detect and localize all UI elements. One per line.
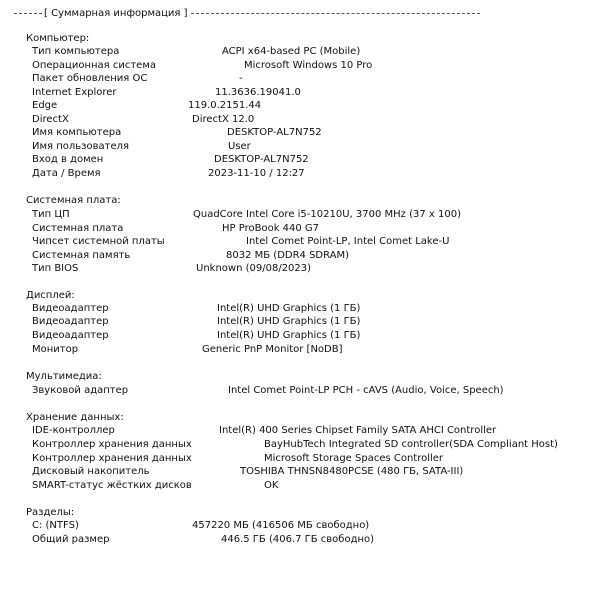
info-row [0, 466, 600, 478]
row-label: Тип BIOS [32, 263, 79, 274]
row-label: Дата / Время [32, 168, 101, 179]
info-row [0, 87, 600, 99]
info-row [0, 127, 600, 139]
info-row [0, 303, 600, 315]
info-row [0, 141, 600, 153]
row-value: DirectX 12.0 [192, 114, 255, 125]
row-value: TOSHIBA THNSN8480PCSE (480 ГБ, SATA-III) [240, 466, 464, 477]
row-value: ACPI x64-based PC (Mobile) [222, 46, 361, 57]
row-value: BayHubTech Integrated SD controller(SDA Compliant Host) [264, 439, 558, 450]
info-row [0, 263, 600, 275]
row-label: Дисковый накопитель [32, 466, 150, 477]
info-row [0, 60, 600, 72]
row-value: Microsoft Windows 10 Pro [244, 60, 373, 71]
row-label: Имя пользователя [32, 141, 130, 152]
row-value: DESKTOP-AL7N752 [227, 127, 322, 138]
row-label: Контроллер хранения данных [32, 439, 192, 450]
info-row [0, 223, 600, 235]
row-value: - [239, 73, 243, 84]
row-label: Видеоадаптер [32, 330, 109, 341]
summary-header [14, 6, 480, 20]
row-value: Generic PnP Monitor [NoDB] [202, 344, 343, 355]
info-row [0, 168, 600, 180]
section-title-partitions: Разделы: [26, 507, 75, 518]
header-rule-right [191, 13, 480, 14]
row-label: Звуковой адаптер [32, 385, 129, 396]
section-title-storage: Хранение данных: [26, 412, 124, 423]
row-label: DirectX [32, 114, 69, 125]
row-value: HP ProBook 440 G7 [222, 223, 320, 234]
section-title-computer: Компьютер: [26, 33, 90, 44]
row-label: Контроллер хранения данных [32, 453, 192, 464]
info-row [0, 385, 600, 397]
row-label: Общий размер [32, 534, 110, 545]
row-value: QuadCore Intel Core i5-10210U, 3700 MHz (37 x 100) [193, 209, 461, 220]
summary-header-title: [ Суммарная информация ] [44, 7, 188, 19]
row-label: Имя компьютера [32, 127, 122, 138]
info-row [0, 250, 600, 262]
section-title-display: Дисплей: [26, 290, 75, 301]
row-label: SMART-статус жёстких дисков [32, 480, 192, 491]
row-value: Intel(R) UHD Graphics (1 ГБ) [217, 316, 361, 327]
row-value: Intel Comet Point-LP PCH - cAVS (Audio, Voice, Speech) [228, 385, 504, 396]
info-row [0, 114, 600, 126]
row-value: OK [264, 480, 279, 491]
row-value: Intel(R) 400 Series Chipset Family SATA AHCI Controller [219, 425, 497, 436]
row-label: Internet Explorer [32, 87, 117, 98]
row-label: Системная память [32, 250, 131, 261]
info-row [0, 46, 600, 58]
info-row [0, 439, 600, 451]
row-label: Монитор [32, 344, 79, 355]
info-row [0, 316, 600, 328]
row-label: C: (NTFS) [32, 520, 79, 531]
row-label: IDE-контроллер [32, 425, 115, 436]
row-value: DESKTOP-AL7N752 [214, 154, 309, 165]
row-label: Операционная система [32, 60, 157, 71]
info-row [0, 480, 600, 492]
row-label: Чипсет системной платы [32, 236, 165, 247]
row-value: User [228, 141, 251, 152]
section-title-multimedia: Мультимедиа: [26, 371, 102, 382]
row-value: Unknown (09/08/2023) [196, 263, 312, 274]
row-label: Edge [32, 100, 58, 111]
row-value: 2023-11-10 / 12:27 [208, 168, 305, 179]
header-rule-left [14, 13, 42, 14]
info-row [0, 453, 600, 465]
info-row [0, 100, 600, 112]
info-row [0, 330, 600, 342]
info-row [0, 520, 600, 532]
row-value: 446.5 ГБ (406.7 ГБ свободно) [221, 534, 375, 545]
section-title-motherboard: Системная плата: [26, 195, 121, 206]
row-label: Тип компьютера [32, 46, 120, 57]
row-value: 8032 МБ (DDR4 SDRAM) [226, 250, 350, 261]
info-row [0, 236, 600, 248]
info-row [0, 209, 600, 221]
info-row [0, 425, 600, 437]
row-label: Системная плата [32, 223, 124, 234]
row-value: Intel(R) UHD Graphics (1 ГБ) [217, 303, 361, 314]
row-value: Microsoft Storage Spaces Controller [264, 453, 444, 464]
row-label: Пакет обновления ОС [32, 73, 148, 84]
row-label: Видеоадаптер [32, 316, 109, 327]
info-row [0, 344, 600, 356]
row-value: 11.3636.19041.0 [215, 87, 301, 98]
row-value: 457220 МБ (416506 МБ свободно) [192, 520, 370, 531]
row-label: Вход в домен [32, 154, 104, 165]
info-row [0, 534, 600, 546]
row-label: Видеоадаптер [32, 303, 109, 314]
row-value: Intel Comet Point-LP, Intel Comet Lake-U [246, 236, 450, 247]
row-value: Intel(R) UHD Graphics (1 ГБ) [217, 330, 361, 341]
row-value: 119.0.2151.44 [188, 100, 262, 111]
info-row [0, 73, 600, 85]
row-label: Тип ЦП [32, 209, 70, 220]
info-row [0, 154, 600, 166]
